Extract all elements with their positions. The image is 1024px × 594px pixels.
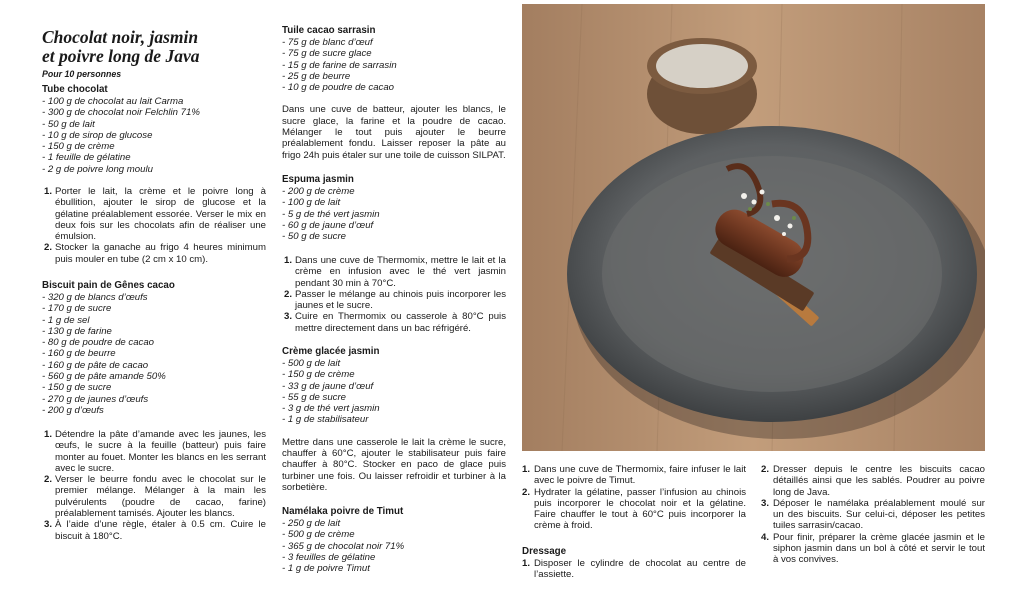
ingredient-item: - 5 g de thé vert jasmin xyxy=(282,208,380,220)
step-list-namelaka xyxy=(522,464,746,532)
ingredient-item: - 500 g de crème xyxy=(282,529,355,541)
ingredient-item: - 33 g de jaune d’œuf xyxy=(282,380,374,392)
step-item xyxy=(282,311,506,334)
ingredient-item: - 50 g de lait xyxy=(42,118,95,130)
ingredient-item: - 160 g de beurre xyxy=(42,348,116,360)
ingredient-list xyxy=(282,358,506,426)
ingredient-item: - 3 g de thé vert jasmin xyxy=(282,403,380,415)
ingredient-item: - 100 g de chocolat au lait Carma xyxy=(42,96,184,107)
step-list-biscuit xyxy=(42,429,266,542)
dessert-photo xyxy=(522,4,985,451)
section-heading: Namélaka poivre de Timut xyxy=(282,506,404,517)
section-tube-chocolat xyxy=(42,84,266,175)
section-heading: Dressage xyxy=(522,546,567,557)
ingredient-item: - 1 g de stabilisateur xyxy=(282,414,369,426)
step-text: Passer le mélange au chinois puis incorporer les jaunes et le sucre. xyxy=(295,288,506,312)
section-creme-glacee xyxy=(282,346,506,493)
step-list-tube xyxy=(42,186,266,265)
tuile-instructions: Dans une cuve de batteur, ajouter les blancs, le sucre glace, la farine et la poudre de cacao. Mélanger le tout puis ajouter le beurre préalablement fondu. Laisser reposer la pâte au frigo 24h puis étaler sur une toile de cuisson SILPAT. xyxy=(282,104,506,161)
ingredient-item: - 75 g de blanc d’œuf xyxy=(282,37,373,48)
step-text: Déposer le namélaka préalablement moulé sur un des biscuits. Sur celui-ci, déposer les petites tuiles sarrasin/cacao. xyxy=(773,497,985,532)
section-tuile xyxy=(282,25,506,161)
section-biscuit xyxy=(42,280,266,416)
step-number: 2. xyxy=(44,242,53,254)
ingredient-item: - 75 g de sucre glace xyxy=(282,48,372,60)
step-list-espuma xyxy=(282,255,506,334)
step-text: Disposer le cylindre de chocolat au centre de l’assiette. xyxy=(534,558,746,581)
step-text: Stocker la ganache au frigo 4 heures minimum puis mouler en tube (2 cm x 10 cm). xyxy=(55,242,266,265)
ingredient-item: - 130 g de farine xyxy=(42,325,112,337)
ingredient-item: - 50 g de sucre xyxy=(282,231,346,243)
section-dressage xyxy=(522,546,746,581)
ingredient-list xyxy=(282,518,506,574)
step-text: Cuire en Thermomix ou casserole à 80°C puis mettre directement dans un bac réfrigéré. xyxy=(295,311,506,334)
step-number: 4. xyxy=(761,531,770,543)
ingredient-item: - 1 g de poivre Timut xyxy=(282,563,370,575)
section-namelaka xyxy=(282,506,506,574)
step-item xyxy=(42,519,266,542)
step-item xyxy=(522,558,746,581)
step-item xyxy=(761,498,985,532)
step-item xyxy=(282,289,506,312)
step-number: 3. xyxy=(44,519,53,531)
recipe-title-line-2: et poivre long de Java xyxy=(42,46,200,66)
step-item xyxy=(761,532,985,566)
step-item xyxy=(522,487,746,532)
ingredient-item: - 300 g de chocolat noir Felchlin 71% xyxy=(42,107,200,119)
step-item xyxy=(282,255,506,289)
step-number: 3. xyxy=(284,311,293,323)
section-heading: Crème glacée jasmin xyxy=(282,346,380,357)
ingredient-item: - 55 g de sucre xyxy=(282,391,346,403)
ingredient-item: - 10 g de sirop de glucose xyxy=(42,129,153,141)
step-text: Détendre la pâte d’amande avec les jaunes, les œufs, le sucre à la feuille (batteur) puis faire monter au fouet. Monter les blancs en les serrant avec le sucre. xyxy=(55,429,266,474)
step-item xyxy=(761,464,985,498)
step-number: 1. xyxy=(44,186,53,197)
step-text: Porter le lait, la crème et le poivre long à ébullition, ajouter le sirop de glucose et la gélatine préalablement essorée. Verser le mix en deux fois sur les chocolats afin de réaliser une émulsion. xyxy=(55,186,266,243)
step-text: À l’aide d’une règle, étaler à 0.5 cm. Cuire le biscuit à 180°C. xyxy=(55,519,266,542)
ingredient-item: - 150 g de crème xyxy=(42,141,115,153)
step-item xyxy=(42,186,266,242)
ingredient-item: - 150 g de sucre xyxy=(42,382,112,394)
step-text: Dans une cuve de Thermomix, mettre le lait et la crème en infusion avec le thé vert jasmin pendant 30 min à 70°C. xyxy=(295,255,506,289)
ingredient-item: - 80 g de poudre de cacao xyxy=(42,337,155,349)
ingredient-item: - 60 g de jaune d’œuf xyxy=(282,219,374,231)
ingredient-item: - 1 g de sel xyxy=(42,314,90,326)
ingredient-item: - 500 g de lait xyxy=(282,358,341,369)
section-heading: Tube chocolat xyxy=(42,84,108,95)
step-text: Verser le beurre fondu avec le chocolat sur le premier mélange. Mélanger à la main les pulvérulents (poudre de cacao, farine) préalablement tamisés. Ajouter les blancs. xyxy=(55,474,266,520)
ingredient-item: - 15 g de farine de sarrasin xyxy=(282,59,397,71)
ingredient-item: - 25 g de beurre xyxy=(282,70,351,82)
ingredient-item: - 160 g de pâte de cacao xyxy=(42,359,149,371)
ingredient-list xyxy=(282,37,506,93)
ingredient-item: - 250 g de lait xyxy=(282,518,341,529)
step-text: Dans une cuve de Thermomix, faire infuser le lait avec le poivre de Timut. xyxy=(534,464,746,487)
ingredient-item: - 3 feuilles de gélatine xyxy=(282,551,376,563)
recipe-title-line-1: Chocolat noir, jasmin xyxy=(42,27,199,47)
step-number: 1. xyxy=(284,255,293,266)
ingredient-item: - 200 g de crème xyxy=(282,186,355,197)
step-number: 2. xyxy=(284,288,293,300)
step-number: 1. xyxy=(44,429,53,440)
section-espuma xyxy=(282,174,506,242)
step-number: 2. xyxy=(761,464,770,475)
step-list-dressage-2 xyxy=(761,464,985,566)
ingredient-list xyxy=(42,292,266,416)
recipe-title xyxy=(42,28,272,66)
ingredient-item: - 1 feuille de gélatine xyxy=(42,152,131,164)
ingredient-item: - 200 g d’œufs xyxy=(42,404,104,416)
dessert-plate-illustration xyxy=(522,4,985,451)
section-heading: Espuma jasmin xyxy=(282,174,354,185)
ingredient-item: - 2 g de poivre long moulu xyxy=(42,163,153,175)
ingredient-item: - 560 g de pâte amande 50% xyxy=(42,371,166,383)
step-number: 3. xyxy=(761,497,770,509)
section-heading: Tuile cacao sarrasin xyxy=(282,25,376,36)
step-text: Dresser depuis le centre les biscuits cacao détaillés ainsi que les sablés. Poudrer au poivre long de Java. xyxy=(773,464,985,498)
ingredient-item: - 270 g de jaunes d’œufs xyxy=(42,393,149,405)
ingredient-item: - 150 g de crème xyxy=(282,369,355,381)
creme-instructions: Mettre dans une casserole le lait la crème le sucre, chauffer à 60°C, ajouter le stabilisateur puis faire chauffer à 80°C. Stocker en paco de glace puis turbiner une fois. Ou laisser refroidir et turbiner à la sorbetière. xyxy=(282,436,506,493)
step-item xyxy=(522,464,746,487)
section-heading: Biscuit pain de Gênes cacao xyxy=(42,280,175,291)
step-number: 2. xyxy=(44,474,53,486)
step-text: Hydrater la gélatine, passer l’infusion au chinois puis incorporer le chocolat noir et la gélatine. Faire chauffer le tout à 60°C puis incorporer la crème à froid. xyxy=(534,486,746,532)
ingredient-list xyxy=(42,96,266,175)
step-item xyxy=(42,474,266,519)
step-item xyxy=(42,242,266,265)
step-item xyxy=(42,429,266,474)
ingredient-list xyxy=(282,186,506,242)
ingredient-item: - 10 g de poudre de cacao xyxy=(282,82,395,94)
ingredient-item: - 170 g de sucre xyxy=(42,303,112,315)
step-number: 1. xyxy=(522,558,531,569)
ingredient-item: - 320 g de blancs d’œufs xyxy=(42,292,148,303)
step-number: 1. xyxy=(522,464,531,475)
step-list-dressage-1 xyxy=(522,558,746,581)
step-number: 2. xyxy=(522,486,531,498)
ingredient-item: - 100 g de lait xyxy=(282,197,341,209)
servings: Pour 10 personnes xyxy=(42,69,122,79)
step-text: Pour finir, préparer la crème glacée jasmin et le siphon jasmin dans un bol à côté et servir le tout à vos convives. xyxy=(773,531,985,566)
ingredient-item: - 365 g de chocolat noir 71% xyxy=(282,540,405,552)
